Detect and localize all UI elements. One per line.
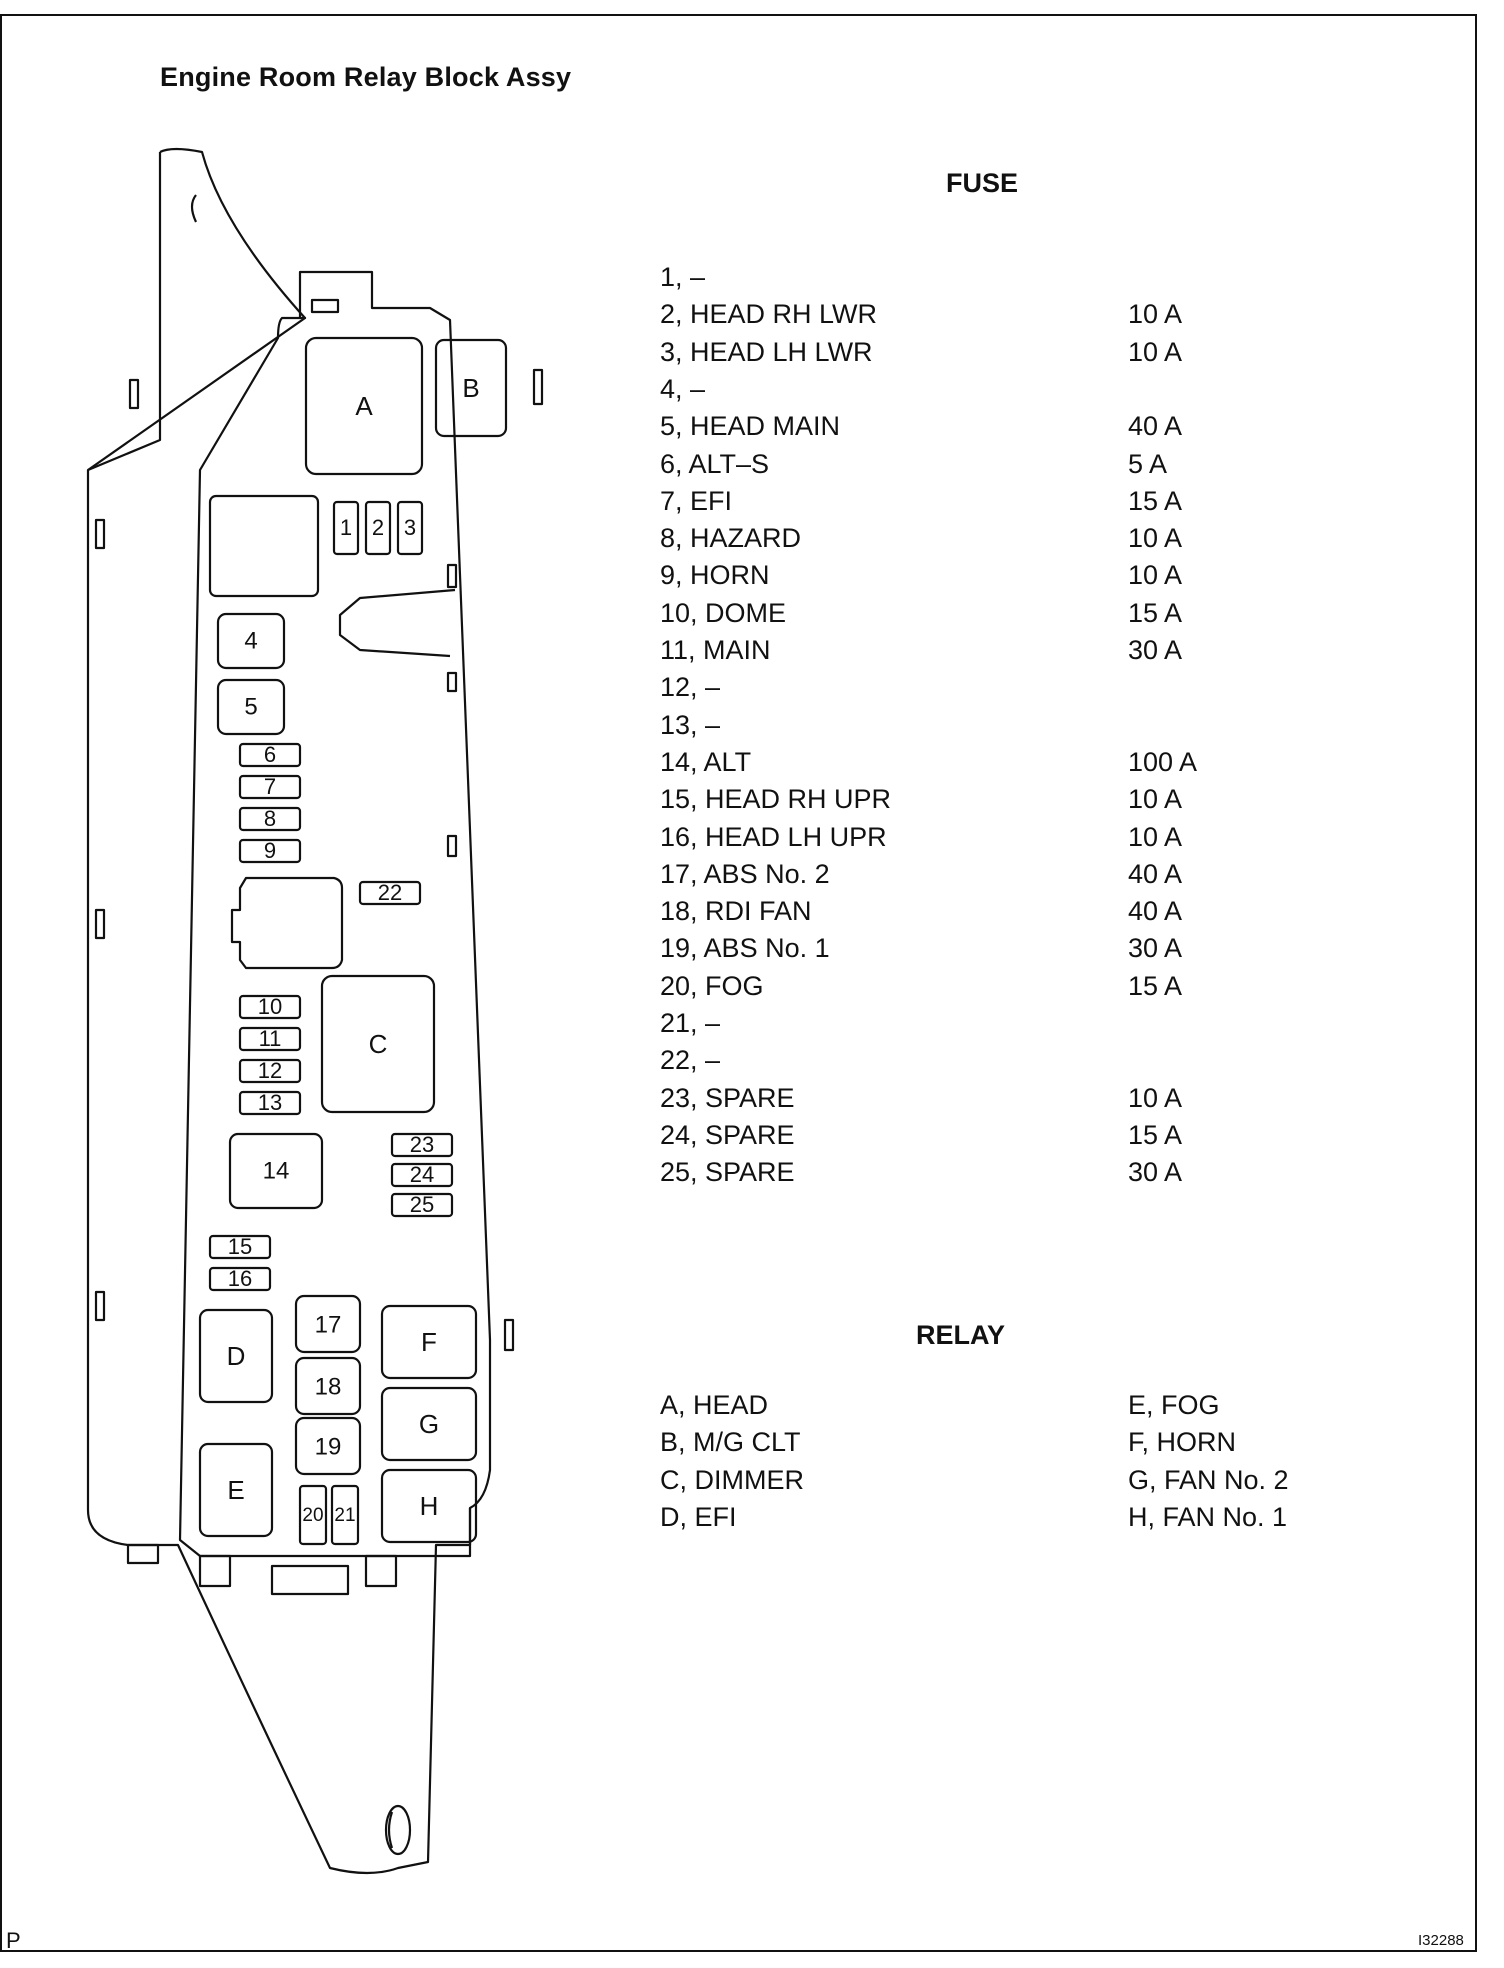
fuse-row-label: 18, RDI FAN	[660, 896, 812, 926]
figure-title: Engine Room Relay Block Assy	[160, 62, 572, 92]
relay-g-label: G	[418, 1408, 440, 1439]
side-tab	[448, 673, 456, 691]
fuse-22-label: 22	[377, 879, 403, 905]
fuse-25-label: 25	[409, 1191, 435, 1217]
mounting-hole-inner	[389, 1812, 392, 1848]
fuse-row-rating: 15 A	[1128, 1120, 1183, 1150]
fuse-row-rating: 40 A	[1128, 896, 1183, 926]
side-tab	[534, 370, 542, 404]
relay-row-left: B, M/G CLT	[660, 1427, 801, 1457]
fuse-row-rating: 15 A	[1128, 598, 1183, 628]
fuse-heading: FUSE	[946, 168, 1019, 198]
side-tab	[448, 565, 456, 587]
fuse-row-rating: 40 A	[1128, 859, 1183, 889]
fuse-row-rating: 10 A	[1128, 560, 1183, 590]
fuse-15-label: 15	[227, 1233, 253, 1259]
relay-row-left: C, DIMMER	[660, 1465, 804, 1495]
fuse-23-label: 23	[409, 1131, 435, 1157]
side-tab	[448, 836, 456, 856]
fuse-row-rating: 100 A	[1128, 747, 1198, 777]
blank-module	[210, 496, 318, 596]
relay-d-label: D	[226, 1340, 246, 1371]
fuse-row-label: 6, ALT–S	[660, 449, 770, 479]
fuse-row-rating: 30 A	[1128, 933, 1183, 963]
fuse-row-label: 24, SPARE	[660, 1120, 795, 1150]
fuse-18-label: 18	[314, 1373, 342, 1401]
side-tab	[96, 1292, 104, 1320]
bracket-slot	[192, 195, 196, 222]
relay-e-label: E	[227, 1474, 245, 1505]
fuse-row-label: 14, ALT	[660, 747, 752, 777]
relay-heading: RELAY	[916, 1320, 1006, 1350]
fuse-21-label: 21	[334, 1505, 356, 1527]
fuse-12-label: 12	[257, 1057, 283, 1083]
fuse-row-rating: 10 A	[1128, 299, 1183, 329]
fuse-row-label: 23, SPARE	[660, 1083, 795, 1113]
figure-id: I32288	[1418, 1932, 1464, 1949]
bottom-tab	[200, 1556, 230, 1586]
fuse-8-label: 8	[263, 805, 277, 831]
fuse-13-label: 13	[257, 1089, 283, 1115]
relay-a-label: A	[355, 390, 373, 421]
fuse-row-rating: 10 A	[1128, 337, 1183, 367]
fuse-row-label: 4, –	[660, 374, 706, 404]
fuse-2-label: 2	[371, 514, 385, 540]
relay-c-label: C	[368, 1028, 388, 1059]
fuse-row-rating: 10 A	[1128, 523, 1183, 553]
relay-row-left: A, HEAD	[660, 1390, 769, 1420]
relay-row-right: H, FAN No. 1	[1128, 1502, 1288, 1532]
fuse-9-label: 9	[263, 837, 277, 863]
fuse-row-rating: 30 A	[1128, 1157, 1183, 1187]
fuse-row-label: 3, HEAD LH LWR	[660, 337, 873, 367]
fuse-5-label: 5	[244, 693, 258, 721]
fuse-3-label: 3	[403, 514, 417, 540]
bottom-tab	[128, 1545, 158, 1563]
bottom-tab	[366, 1556, 396, 1586]
fuse-10-label: 10	[257, 993, 283, 1019]
fuse-row-label: 15, HEAD RH UPR	[660, 784, 892, 814]
fuse-row-rating: 40 A	[1128, 411, 1183, 441]
fuse-row-label: 22, –	[660, 1045, 721, 1075]
fuse-19-label: 19	[314, 1433, 342, 1461]
fuse-24-label: 24	[409, 1161, 435, 1187]
relay-row-left: D, EFI	[660, 1502, 737, 1532]
fuse-4-label: 4	[244, 627, 258, 655]
fuse-row-label: 25, SPARE	[660, 1157, 795, 1187]
fuse-row-rating: 15 A	[1128, 486, 1183, 516]
block-notch	[340, 590, 455, 656]
side-tab	[96, 910, 104, 938]
relay-row-right: F, HORN	[1128, 1427, 1236, 1457]
fuse-row-rating: 5 A	[1128, 449, 1168, 479]
fuse-row-rating: 10 A	[1128, 784, 1183, 814]
relay-row-right: E, FOG	[1128, 1390, 1220, 1420]
fuse-14-label: 14	[262, 1157, 290, 1185]
fuse-row-label: 9, HORN	[660, 560, 770, 590]
fuse-6-label: 6	[263, 741, 277, 767]
fuse-row-label: 1, –	[660, 262, 706, 292]
side-tab	[130, 380, 138, 408]
relay-b-label: B	[462, 372, 480, 403]
bottom-tab	[272, 1566, 348, 1594]
connector-socket	[232, 878, 342, 968]
fuse-row-label: 10, DOME	[660, 598, 787, 628]
relay-row-right: G, FAN No. 2	[1128, 1465, 1289, 1495]
relay-f-label: F	[421, 1326, 437, 1357]
fuse-7-label: 7	[263, 773, 277, 799]
fuse-row-label: 20, FOG	[660, 971, 764, 1001]
fuse-row-label: 12, –	[660, 672, 721, 702]
fuse-1-label: 1	[339, 514, 353, 540]
fuse-20-label: 20	[302, 1505, 324, 1527]
fuse-row-rating: 10 A	[1128, 822, 1183, 852]
fuse-row-label: 5, HEAD MAIN	[660, 411, 841, 441]
fuse-row-label: 2, HEAD RH LWR	[660, 299, 878, 329]
side-tab	[96, 520, 104, 548]
fuse-row-label: 17, ABS No. 2	[660, 859, 830, 889]
fuse-16-label: 16	[227, 1265, 253, 1291]
fuse-row-rating: 30 A	[1128, 635, 1183, 665]
side-tab	[505, 1320, 513, 1350]
relay-h-label: H	[419, 1490, 439, 1521]
fuse-row-label: 21, –	[660, 1008, 721, 1038]
fuse-row-label: 11, MAIN	[660, 635, 771, 665]
bracket-upper-edge	[88, 152, 160, 470]
fuse-row-label: 7, EFI	[660, 486, 733, 516]
fuse-row-label: 8, HAZARD	[660, 523, 802, 553]
corner-mark: P	[6, 1928, 21, 1953]
fuse-row-label: 13, –	[660, 710, 721, 740]
fuse-row-label: 19, ABS No. 1	[660, 933, 830, 963]
top-tab	[312, 300, 338, 312]
fuse-17-label: 17	[314, 1311, 342, 1339]
fuse-row-rating: 10 A	[1128, 1083, 1183, 1113]
fuse-row-rating: 15 A	[1128, 971, 1183, 1001]
fuse-11-label: 11	[258, 1025, 282, 1051]
fuse-row-label: 16, HEAD LH UPR	[660, 822, 887, 852]
